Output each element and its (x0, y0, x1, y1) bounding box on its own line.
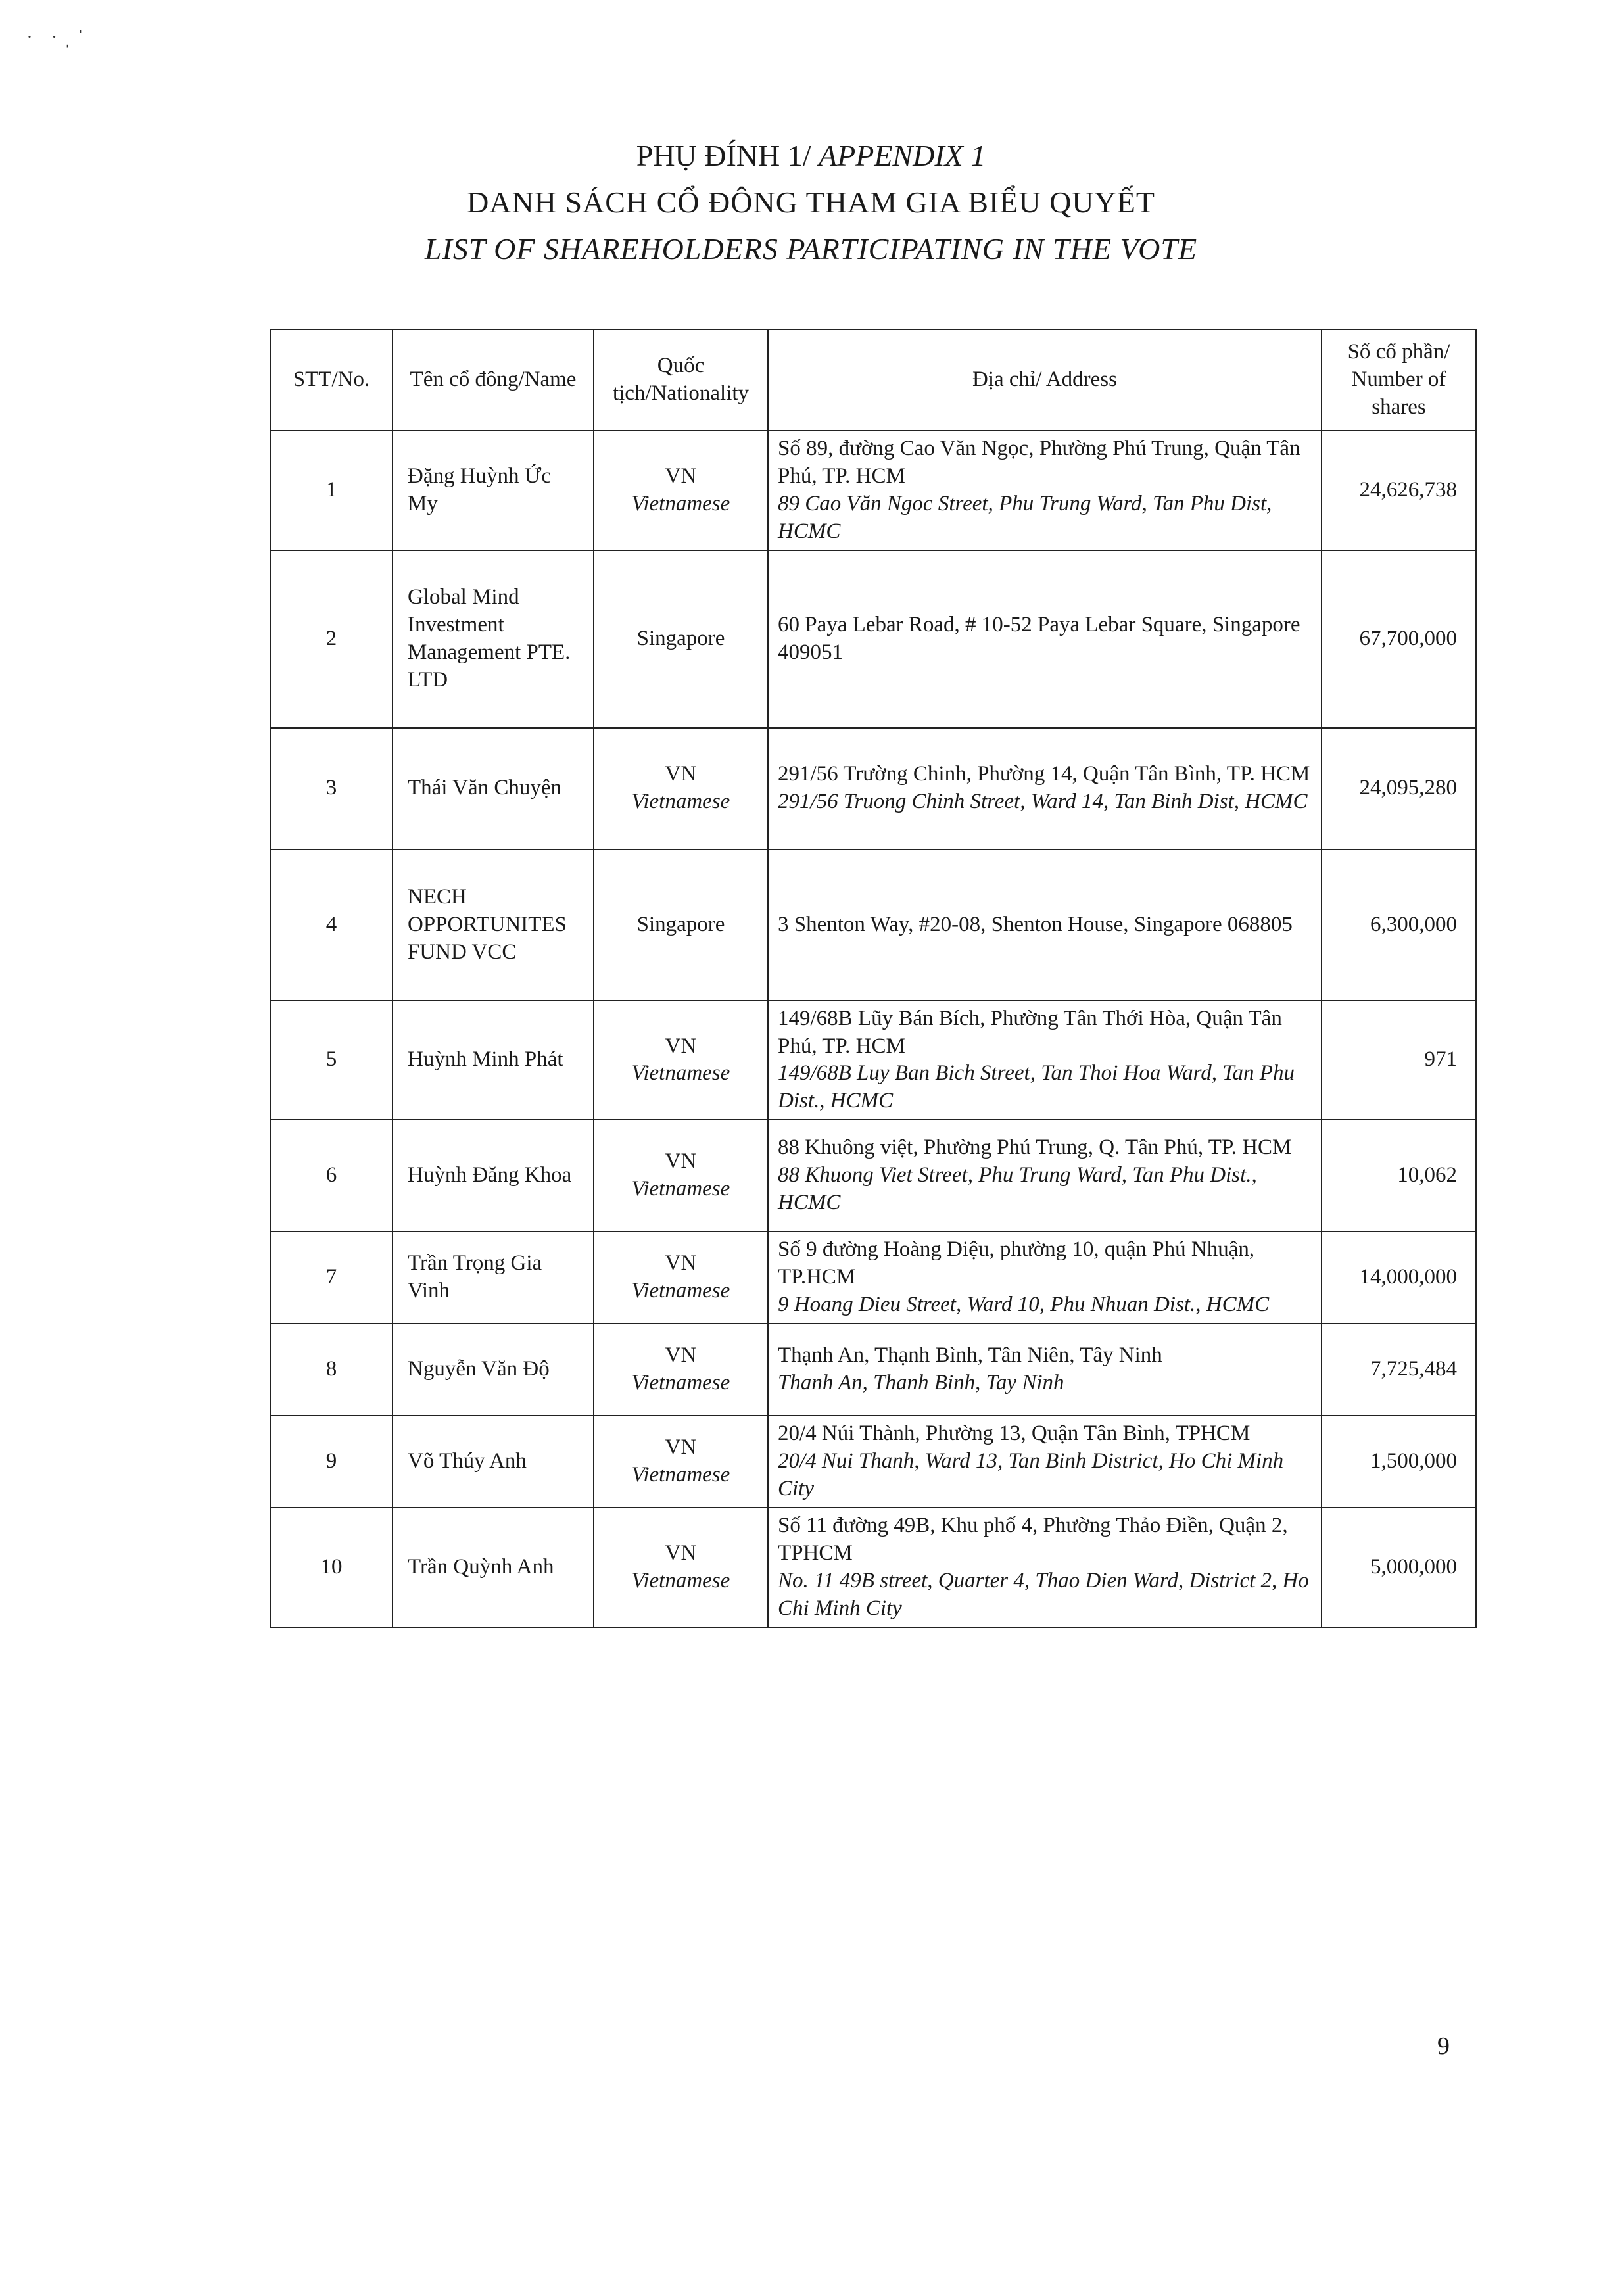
appendix-en: APPENDIX 1 (819, 139, 986, 172)
cell-no: 8 (270, 1324, 393, 1416)
cell-address (768, 1001, 1322, 1120)
cell-name: Thái Văn Chuyện (393, 728, 594, 849)
address-vn: 88 Khuông việt, Phường Phú Trung, Q. Tân Phú, TP. HCM (778, 1136, 1292, 1160)
address-vn: 20/4 Núi Thành, Phường 13, Quận Tân Bình, TPHCM (778, 1422, 1251, 1446)
nationality-en: Vietnamese (631, 1463, 730, 1487)
cell-name: Huỳnh Đăng Khoa (393, 1120, 594, 1232)
col-header-name: Tên cổ đông/Name (393, 329, 594, 431)
cell-name: Trần Trọng Gia Vinh (393, 1232, 594, 1324)
nationality-en: Vietnamese (631, 1569, 730, 1593)
nationality-en: Vietnamese (631, 1177, 730, 1201)
address-vn: Số 89, đường Cao Văn Ngọc, Phường Phú Trung, Quận Tân Phú, TP. HCM (778, 437, 1300, 488)
table-row (270, 1324, 1476, 1416)
cell-name: NECH OPPORTUNITES FUND VCC (393, 849, 594, 1001)
document-header (0, 138, 1622, 266)
address-en: 291/56 Truong Chinh Street, Ward 14, Tan Binh Dist, HCMC (778, 790, 1308, 814)
cell-address (768, 1120, 1322, 1232)
cell-nationality (594, 431, 768, 550)
address-en: 89 Cao Văn Ngoc Street, Phu Trung Ward, Tan Phu Dist, HCMC (778, 491, 1272, 543)
cell-no: 6 (270, 1120, 393, 1232)
nationality-code: VN (665, 1034, 697, 1058)
cell-no: 9 (270, 1416, 393, 1508)
cell-shares: 24,626,738 (1322, 431, 1476, 550)
cell-address (768, 1232, 1322, 1324)
col-header-address: Địa chỉ/ Address (768, 329, 1322, 431)
cell-address (768, 728, 1322, 849)
address-vn: 60 Paya Lebar Road, # 10-52 Paya Lebar Square, Singapore 409051 (778, 612, 1300, 664)
table-header-row (270, 329, 1476, 431)
cell-name: Huỳnh Minh Phát (393, 1001, 594, 1120)
col-header-no: STT/No. (270, 329, 393, 431)
cell-no: 5 (270, 1001, 393, 1120)
cell-nationality (594, 1416, 768, 1508)
col-header-nationality: Quốc tịch/Nationality (594, 329, 768, 431)
cell-shares: 67,700,000 (1322, 550, 1476, 728)
cell-name: Nguyễn Văn Độ (393, 1324, 594, 1416)
cell-name: Global Mind Investment Management PTE. LTD (393, 550, 594, 728)
address-vn: Số 9 đường Hoàng Diệu, phường 10, quận Phú Nhuận, TP.HCM (778, 1237, 1255, 1289)
cell-name: Võ Thúy Anh (393, 1416, 594, 1508)
nationality-code: VN (665, 1149, 697, 1174)
title-en: LIST OF SHAREHOLDERS PARTICIPATING IN THE VOTE (424, 232, 1198, 266)
cell-nationality (594, 1232, 768, 1324)
cell-no: 1 (270, 431, 393, 550)
cell-shares: 971 (1322, 1001, 1476, 1120)
nationality-code: Singapore (636, 626, 725, 650)
table-row (270, 728, 1476, 849)
address-en: 20/4 Nui Thanh, Ward 13, Tan Binh District, Ho Chi Minh City (778, 1449, 1284, 1501)
cell-address (768, 1324, 1322, 1416)
table-row (270, 1001, 1476, 1120)
table-row (270, 849, 1476, 1001)
nationality-code: VN (665, 1251, 697, 1276)
cell-no: 10 (270, 1508, 393, 1627)
nationality-en: Vietnamese (631, 1061, 730, 1086)
table-row (270, 431, 1476, 550)
page-number: 9 (1437, 2032, 1450, 2060)
cell-name: Trần Quỳnh Anh (393, 1508, 594, 1627)
table-row (270, 1120, 1476, 1232)
nationality-en: Vietnamese (631, 491, 730, 515)
cell-shares: 10,062 (1322, 1120, 1476, 1232)
nationality-code: VN (665, 762, 697, 786)
cell-nationality (594, 728, 768, 849)
cell-address (768, 1416, 1322, 1508)
cell-shares: 5,000,000 (1322, 1508, 1476, 1627)
address-vn: 149/68B Lũy Bán Bích, Phường Tân Thới Hòa, Quận Tân Phú, TP. HCM (778, 1006, 1282, 1058)
cell-nationality (594, 1324, 768, 1416)
nationality-en: Vietnamese (631, 1279, 730, 1303)
cell-shares: 24,095,280 (1322, 728, 1476, 849)
cell-shares: 7,725,484 (1322, 1324, 1476, 1416)
cell-shares: 1,500,000 (1322, 1416, 1476, 1508)
table-row (270, 550, 1476, 728)
appendix-heading (0, 138, 1622, 173)
nationality-code: VN (665, 1435, 697, 1460)
address-en: No. 11 49B street, Quarter 4, Thao Dien Ward, District 2, Ho Chi Minh City (778, 1569, 1309, 1620)
title-vn: DANH SÁCH CỔ ĐÔNG THAM GIA BIỂU QUYẾT (467, 185, 1155, 219)
cell-no: 4 (270, 849, 393, 1001)
cell-address (768, 1508, 1322, 1627)
address-vn: Thạnh An, Thạnh Bình, Tân Niên, Tây Ninh (778, 1343, 1162, 1368)
cell-nationality (594, 1508, 768, 1627)
cell-address (768, 849, 1322, 1001)
cell-address (768, 550, 1322, 728)
nationality-en: Vietnamese (631, 1371, 730, 1395)
nationality-code: VN (665, 464, 697, 488)
address-en: 88 Khuong Viet Street, Phu Trung Ward, Tan Phu Dist., HCMC (778, 1163, 1257, 1215)
table-row (270, 1416, 1476, 1508)
address-vn: 291/56 Trường Chinh, Phường 14, Quận Tân Bình, TP. HCM (778, 762, 1310, 786)
cell-nationality (594, 1120, 768, 1232)
cell-no: 7 (270, 1232, 393, 1324)
table-row (270, 1508, 1476, 1627)
address-en: 9 Hoang Dieu Street, Ward 10, Phu Nhuan Dist., HCMC (778, 1293, 1270, 1317)
nationality-code: VN (665, 1541, 697, 1566)
cell-address (768, 431, 1322, 550)
cell-shares: 14,000,000 (1322, 1232, 1476, 1324)
nationality-en: Vietnamese (631, 790, 730, 814)
address-en: Thanh An, Thanh Binh, Tay Ninh (778, 1371, 1064, 1395)
cell-nationality (594, 849, 768, 1001)
address-en: 149/68B Luy Ban Bich Street, Tan Thoi Hoa Ward, Tan Phu Dist., HCMC (778, 1061, 1295, 1113)
scan-specks: · ·ˌˈ (26, 26, 91, 48)
cell-nationality (594, 1001, 768, 1120)
shareholders-table (270, 329, 1477, 1628)
cell-name: Đặng Huỳnh Ức My (393, 431, 594, 550)
cell-shares: 6,300,000 (1322, 849, 1476, 1001)
col-header-shares: Số cổ phần/ Number of shares (1322, 329, 1476, 431)
nationality-code: VN (665, 1343, 697, 1368)
table-body (270, 431, 1476, 1627)
cell-no: 3 (270, 728, 393, 849)
nationality-code: Singapore (636, 912, 725, 936)
appendix-vn: PHỤ ĐÍNH 1/ (636, 139, 811, 172)
table-row (270, 1232, 1476, 1324)
address-vn: 3 Shenton Way, #20-08, Shenton House, Singapore 068805 (778, 912, 1293, 936)
cell-no: 2 (270, 550, 393, 728)
cell-nationality (594, 550, 768, 728)
address-vn: Số 11 đường 49B, Khu phố 4, Phường Thảo Điền, Quận 2, TPHCM (778, 1514, 1288, 1566)
